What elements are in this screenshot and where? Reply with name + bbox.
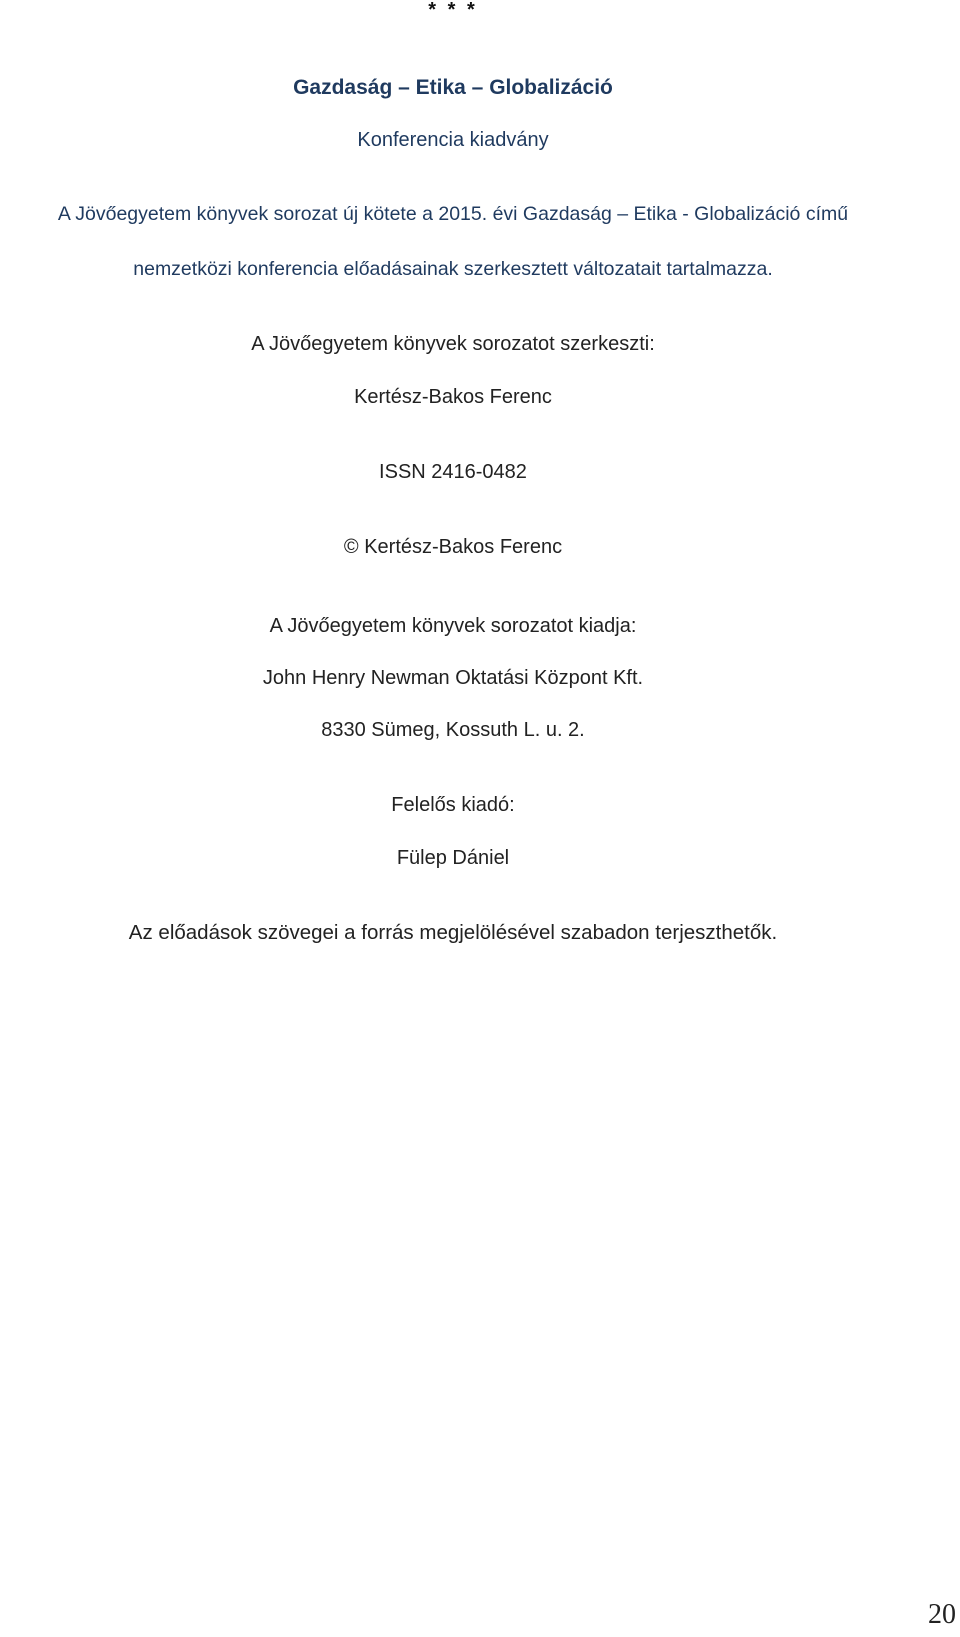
publisher-label: A Jövőegyetem könyvek sorozatot kiadja: — [269, 615, 637, 637]
distribution-note: Az előadások szövegei a forrás megjelölésével szabadon terjeszthetők. — [128, 921, 778, 944]
book-title: Gazdaság – Etika – Globalizáció — [293, 76, 613, 99]
description-line-1: A Jövőegyetem könyvek sorozat új kötete a 2015. évi Gazdaság – Etika - Globalizáció című — [57, 203, 849, 225]
section-separator: * * * — [428, 0, 478, 21]
book-subtitle: Konferencia kiadvány — [357, 129, 549, 151]
issn-number: ISSN 2416-0482 — [379, 461, 527, 483]
editor-label: A Jövőegyetem könyvek sorozatot szerkeszti: — [251, 333, 655, 355]
copyright-notice: © Kertész-Bakos Ferenc — [343, 536, 563, 558]
editor-name: Kertész-Bakos Ferenc — [354, 386, 552, 408]
responsible-publisher-name: Fülep Dániel — [396, 847, 510, 869]
publisher-name: John Henry Newman Oktatási Központ Kft. — [262, 667, 644, 689]
responsible-publisher-label: Felelős kiadó: — [391, 794, 515, 816]
publisher-address: 8330 Sümeg, Kossuth L. u. 2. — [321, 719, 585, 741]
description-line-2: nemzetközi konferencia előadásainak szerkesztett változatait tartalmazza. — [133, 258, 773, 280]
page-number: 20 — [928, 1599, 956, 1630]
